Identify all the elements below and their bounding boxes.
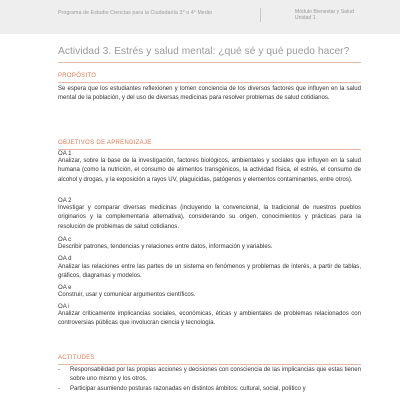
module-info <box>295 9 354 22</box>
bullet-dash: - <box>58 386 61 392</box>
oa-text: Investigar y comparar diversas medicinas (incluyendo la convencional, la tradicional de nuestros pueblos originarios y la complementaria alternativa), considerando su origen, conocimientos y prácticas para la resolución de problemas de salud cotidianos. <box>58 205 361 230</box>
page-header <box>0 0 400 34</box>
actitudes-rule <box>58 364 361 365</box>
actitud-text: Participar asumiendo posturas razonadas en distintos ámbitos: cultural, social, político y <box>70 386 306 392</box>
oa-text: Analizar, sobre la base de la investigación, factores biológicos, ambientales y sociales que influyen en la salud humana (como la nutrición, el consumo de alimentos transgénicos, la actividad física, el estrés, el consumo de alcohol y drogas, y la exposición a rayos UV, plaguicidas, patógenos y elementos contaminantes, entre otros). <box>58 158 361 183</box>
proposito-heading: PROPÓSITO <box>58 73 97 79</box>
oa-text: Analizar las relaciones entre las partes de un sistema en fenómenos y problemas de interés, a partir de tablas, gráficos, diagramas y modelos. <box>58 264 361 280</box>
oa-code: OA 1 <box>58 151 72 157</box>
oa-code: OA c <box>58 237 72 243</box>
oa-text: Describir patrones, tendencias y relaciones entre datos, información y variables. <box>58 244 273 250</box>
program-name: Programa de Estudio Ciencias para la Ciudadanía 3° o 4° Medio <box>58 10 213 16</box>
oa-text: Construir, usar y comunicar argumentos científicos. <box>58 292 196 298</box>
oa-code: OA e <box>58 285 72 291</box>
proposito-rule <box>58 82 361 83</box>
module-name: Módulo Bienestar y Salud <box>294 9 354 15</box>
oa-code: OA i <box>58 304 70 310</box>
unit-name: Unidad 1 <box>294 15 316 22</box>
objetivos-rule <box>58 149 361 150</box>
oa-code: OA 2 <box>58 198 72 204</box>
proposito-text: Se espera que los estudiantes reflexionen y tomen conciencia de los diversos factores que influyen en la salud mental de la población, y del uso de diversas medicinas para resolver problemas de salud cotidianos. <box>58 86 361 102</box>
actitud-text: Responsabilidad por las propias acciones y decisiones con consciencia de las implicancias que estas tienen sobre uno mismo y los otros. <box>70 367 361 383</box>
objetivos-heading: OBJETIVOS DE APRENDIZAJE <box>58 140 152 146</box>
oa-text: Analizar críticamente implicancias sociales, económicas, éticas y ambientales de problemas relacionados con controversias públicas que involucran ciencia y tecnología. <box>58 311 361 327</box>
title-rule <box>58 62 361 63</box>
oa-code: OA d <box>58 256 72 262</box>
bullet-dash: - <box>58 367 61 373</box>
actitudes-heading: ACTITUDES <box>58 355 95 361</box>
page-title: Actividad 3. Estrés y salud mental: ¿qué sé y qué puedo hacer? <box>58 46 350 57</box>
header-divider <box>260 8 261 22</box>
